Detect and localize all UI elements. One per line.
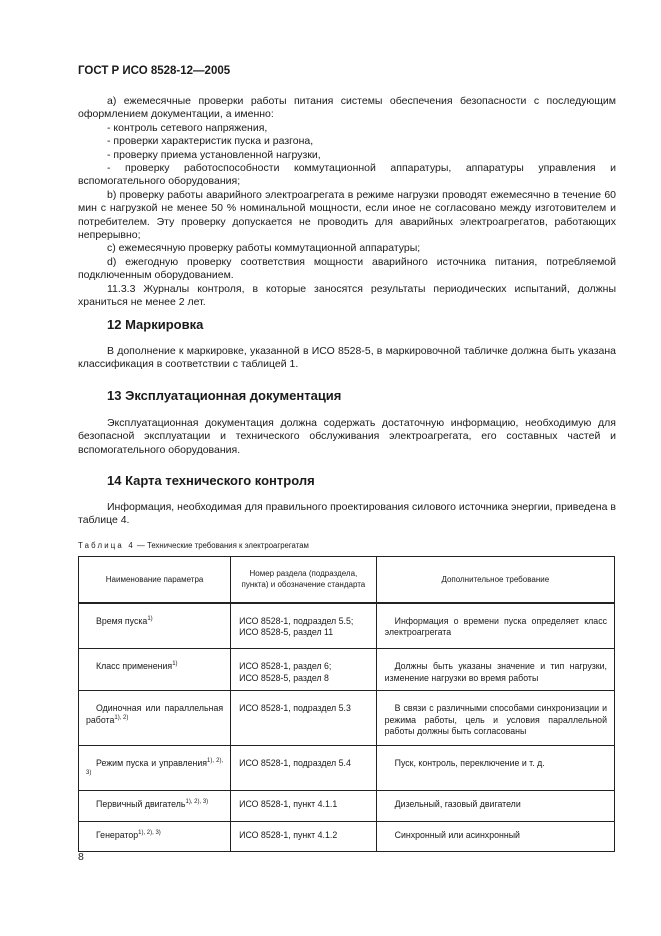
param-cell <box>79 649 231 691</box>
table-row <box>79 649 615 691</box>
section-13-paragraph: Эксплуатационная документация должна содержать достаточную информацию, необходимую для безопасной эксплуатации и технического обслуживания электроагрегата, его составных частей и вспомогательного оборудования. <box>78 417 616 456</box>
footnote-ref: 1) <box>172 661 178 667</box>
paragraph-c: c) ежемесячную проверку работы коммутационной аппаратуры; <box>107 242 421 255</box>
column-header-requirement: Дополнительное требование <box>376 557 614 603</box>
list-item: - проверку работоспособности коммутационной аппаратуры, аппаратуры управления и вспомогательного оборудования; <box>78 162 616 188</box>
requirements-table <box>78 556 615 852</box>
footnote-ref: 1), 2) <box>114 714 129 721</box>
requirement-text: В связи с различными способами синхронизации и режима работы, цель и условия параллельной работы должны быть согласованы <box>384 703 607 736</box>
param-name: Первичный двигатель <box>96 799 186 809</box>
param-cell <box>79 791 231 822</box>
requirement-cell <box>376 603 614 649</box>
requirement-cell <box>376 822 614 852</box>
footnote-ref: 1), 2), 3) <box>138 830 161 836</box>
document-header: ГОСТ Р ИСО 8528-12—2005 <box>78 65 231 77</box>
list-item: - контроль сетевого напряжения, <box>107 121 268 134</box>
reference-cell: ИСО 8528-1, подраздел 5.3 <box>231 691 376 746</box>
table-row <box>79 746 615 791</box>
section-14-text <box>78 501 616 528</box>
table-caption-title: — Технические требования к электроагрегатам <box>134 541 309 550</box>
table-caption <box>78 541 309 550</box>
param-cell <box>79 822 231 852</box>
table-row <box>79 822 615 852</box>
section-13-heading: 13 Эксплуатационная документация <box>107 388 342 403</box>
requirement-text: Пуск, контроль, переключение и т. д. <box>394 758 545 768</box>
section-14-heading: 14 Карта технического контроля <box>107 473 315 488</box>
param-name: Генератор <box>96 830 139 840</box>
table-caption-prefix: Таблица 4 <box>78 541 135 550</box>
reference-cell: ИСО 8528-1, пункт 4.1.1 <box>231 791 376 822</box>
param-name: Время пуска <box>96 615 148 626</box>
paragraph-b: b) проверку работы аварийного электроагрегата в режиме нагрузки проводят ежемесячно в течение 60 мин с нагрузкой не менее 50 % номинальной мощности, если иное не согласовано между изготовителем и потребителем. Эту проверку допускается не проводить для аварийных электроагрегатов, работающих непрерывно; <box>78 188 616 242</box>
section-14-paragraph: Информация, необходимая для правильного проектирования силового источника энергии, приведена в таблице 4. <box>78 501 616 527</box>
requirement-cell <box>376 691 614 746</box>
requirement-text: Информация о времени пуска определяет класс электроагрегата <box>384 615 607 637</box>
reference-cell: ИСО 8528-1, подраздел 5.4 <box>231 746 376 791</box>
page-number: 8 <box>78 851 84 863</box>
reference-cell: ИСО 8528-1, раздел 6; ИСО 8528-5, раздел 8 <box>231 649 376 691</box>
footnote-ref: 1), 2), 3) <box>185 799 209 805</box>
list-item: - проверки характеристик пуска и разгона, <box>107 135 314 148</box>
section-12-paragraph: В дополнение к маркировке, указанной в ИСО 8528-5, в маркировочной табличке должна быть указана классификация в соответствии с таблицей 1. <box>78 345 616 371</box>
paragraph-d: d) ежегодную проверку соответствия мощности аварийного источника питания, потребляемой подключенным оборудованием. <box>78 255 616 282</box>
paragraph-a: а) ежемесячные проверки работы питания системы обеспечения безопасности с последующим оформлением документации, а именно: <box>78 95 616 121</box>
table-row <box>79 603 615 649</box>
reference-cell: ИСО 8528-1, пункт 4.1.2 <box>231 822 376 852</box>
footnote-ref: 1) <box>147 615 153 622</box>
section-12-text <box>78 345 616 372</box>
requirement-cell <box>376 649 614 691</box>
param-cell <box>79 691 231 746</box>
requirement-text: Должны быть указаны значение и тип нагрузки, изменение нагрузки во время работы <box>384 661 607 683</box>
section-12-heading: 12 Маркировка <box>107 317 204 332</box>
param-name: Режим пуска и управления <box>96 758 208 768</box>
section-11-continuation <box>78 95 616 310</box>
column-header-reference: Номер раздела (подраздела, пункта) и обозначение стандарта <box>231 557 376 603</box>
requirement-cell <box>376 791 614 822</box>
column-header-parameter: Наименование параметра <box>79 557 231 603</box>
section-13-text <box>78 417 616 457</box>
param-name: Одиночная или параллельная работа <box>86 703 224 725</box>
param-name: Класс применения <box>96 661 173 671</box>
reference-cell: ИСО 8528-1, подраздел 5.5; ИСО 8528-5, раздел 11 <box>231 603 376 649</box>
table-header-row <box>79 557 615 603</box>
table-row <box>79 691 615 746</box>
requirement-text: Синхронный или асинхронный <box>394 830 520 840</box>
footnote-ref: 1), 2), 3) <box>86 758 224 776</box>
clause-11-3-3: 11.3.3 Журналы контроля, в которые заносятся результаты периодических испытаний, должны храниться не менее 2 лет. <box>78 282 616 309</box>
table-row <box>79 791 615 822</box>
requirement-text: Дизельный, газовый двигатели <box>394 799 521 809</box>
requirement-cell <box>376 746 614 791</box>
param-cell <box>79 746 231 791</box>
list-item: - проверку приема установленной нагрузки, <box>107 148 321 161</box>
param-cell <box>79 603 231 649</box>
